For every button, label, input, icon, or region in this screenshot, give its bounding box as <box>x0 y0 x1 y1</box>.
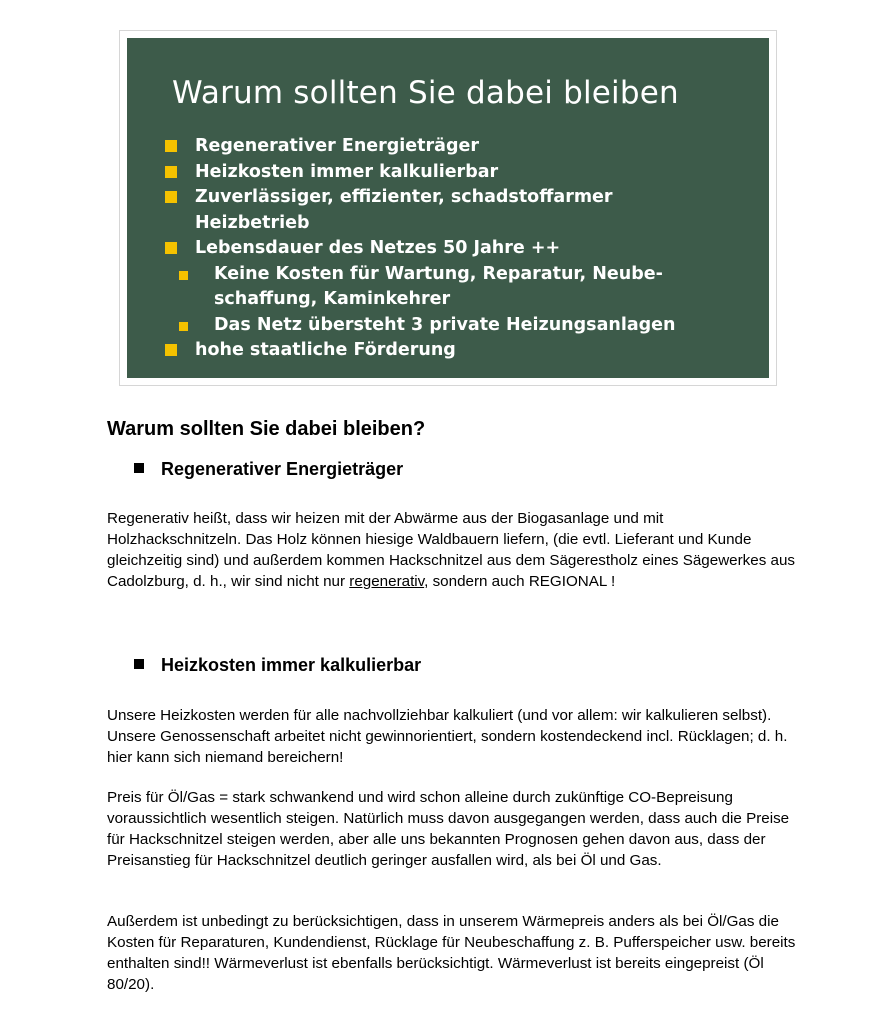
yellow-square-bullet-icon <box>165 140 177 152</box>
yellow-square-bullet-icon <box>165 191 177 203</box>
slide-title: Warum sollten Sie dabei bleiben <box>172 75 679 111</box>
paragraph-regenerative: Regenerativ heißt, dass wir heizen mit der Abwärme aus der Biogasanlage und mit Holzhackschnitzeln. Das Holz können hiesige Waldbauern liefern, (die evtl. Lieferant und Kunde gleichzeitig sind) und außerdem kommen Hackschnitzel aus dem Sägerestholz eines Sägewerkes aus Cadolzburg, d. h., wir sind nicht nur regenerativ, sondern auch REGIONAL ! <box>107 510 796 590</box>
slide-bullet-item: hohe staatliche Förderung <box>161 338 761 364</box>
underlined-word: regenerativ <box>349 573 425 590</box>
section-heading-heizkosten: Heizkosten immer kalkulierbar <box>134 655 421 676</box>
paragraph-heizkosten-1: Unsere Heizkosten werden für alle nachvollziehbar kalkuliert (und vor allem: wir kalkulieren selbst). Unsere Genossenschaft arbeitet nicht gewinnorientiert, sondern kostendeckend incl. Rücklagen; d. h. hier kann sich niemand bereichern! <box>107 707 788 766</box>
slide-background <box>127 38 769 378</box>
document-title: Warum sollten Sie dabei bleiben? <box>107 418 426 440</box>
slide-sub-bullet-item: Das Netz übersteht 3 private Heizungsanlagen <box>161 313 761 339</box>
yellow-square-sub-bullet-icon <box>179 322 188 331</box>
slide-bullet-item: Heizkosten immer kalkulierbar <box>161 160 761 186</box>
yellow-square-sub-bullet-icon <box>179 271 188 280</box>
slide-bullet-list <box>161 134 761 364</box>
presentation-slide-image <box>119 30 777 386</box>
yellow-square-bullet-icon <box>165 166 177 178</box>
slide-bullet-item: Regenerativer Energieträger <box>161 134 761 160</box>
slide-bullet-item: Zuverlässiger, effizienter, schadstoffarmer Heizbetrieb <box>161 185 635 236</box>
slide-bullet-item: Lebensdauer des Netzes 50 Jahre ++ <box>161 236 761 262</box>
paragraph-heizkosten-2: Preis für Öl/Gas = stark schwankend und wird schon alleine durch zukünftige CO-Bepreisung voraussichtlich wesentlich steigen. Natürlich muss davon ausgegangen werden, dass auch die Preise für Hackschnitzel steigen werden, aber alle uns bekannten Prognosen gehen davon aus, dass der Preisanstieg für Hackschnitzel deutlich geringer ausfallen wird, als bei Öl und Gas. <box>107 789 790 869</box>
square-bullet-icon <box>134 463 144 473</box>
yellow-square-bullet-icon <box>165 242 177 254</box>
section-heading-regenerative: Regenerativer Energieträger <box>134 459 403 480</box>
yellow-square-bullet-icon <box>165 344 177 356</box>
paragraph-heizkosten-3: Außerdem ist unbedingt zu berücksichtigen, dass in unserem Wärmepreis anders als bei Öl/Gas die Kosten für Reparaturen, Kundendienst, Rücklage für Neubeschaffung z. B. Pufferspeicher usw. bereits enthalten sind!! Wärmeverlust ist ebenfalls berücksichtigt. Wärmeverlust ist bereits eingepreist (Öl 80/20). <box>107 913 796 993</box>
square-bullet-icon <box>134 659 144 669</box>
slide-sub-bullet-item: Keine Kosten für Wartung, Reparatur, Neube- schaffung, Kaminkehrer <box>161 262 761 313</box>
